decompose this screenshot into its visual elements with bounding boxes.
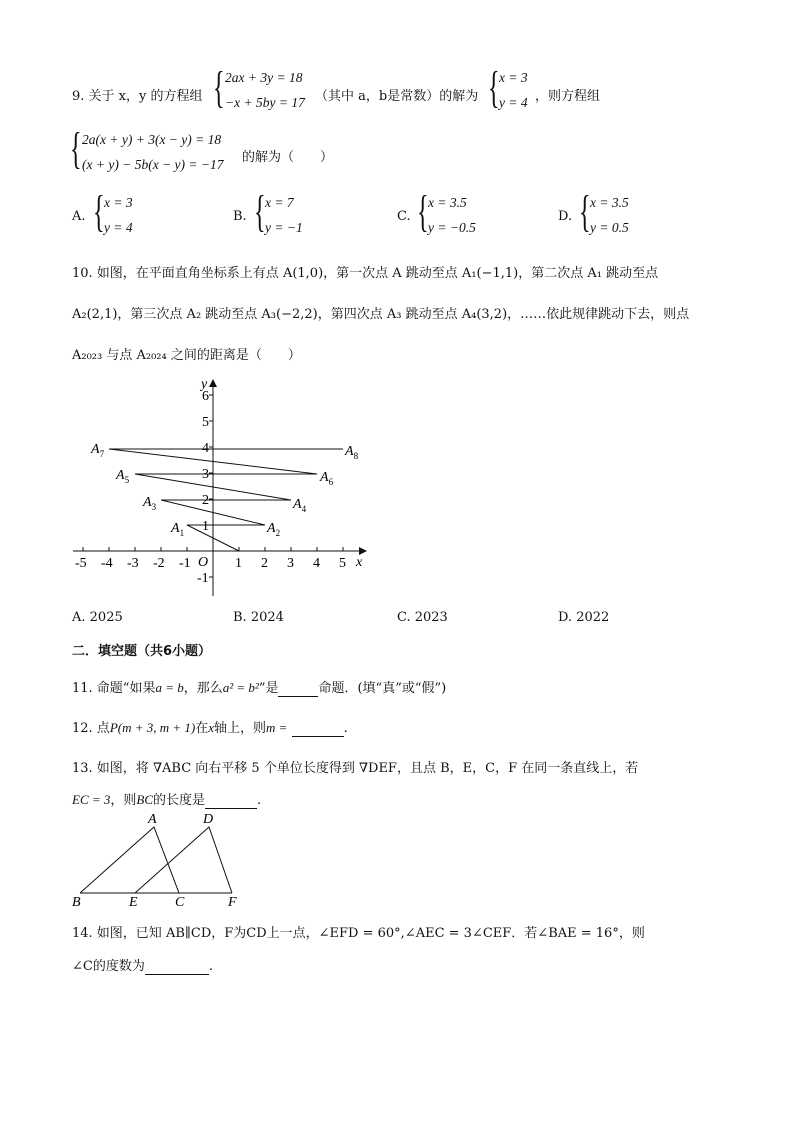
q9-option-a-label: A. [72,209,86,224]
label-a: A [148,812,157,827]
label-a7: $A_7$ [91,442,105,459]
q10-line3: A₂₀₂₃ 与点 A₂₀₂₄ 之间的距离是（ ） [72,348,301,363]
q9-option-c-label: C. [397,209,411,224]
q12-point: P(m + 3, m + 1) [109,720,196,735]
question-11 [72,677,446,697]
q13-bc: BC [136,792,154,807]
x-tick-label: 3 [287,556,294,571]
q9-tail: 的解为（ ） [242,150,334,165]
q9-option-b-label: B. [233,209,247,224]
q10-option-a: A. 2025 [72,610,123,625]
q11-answer-blank[interactable] [278,681,318,697]
label-a2: $A_2$ [267,521,281,538]
q9-sys1-line1: 2ax + 3y = 18 [225,70,303,85]
q13-line1: 13. 如图，将 ∇ABC 向右平移 5 个单位长度得到 ∇DEF，且点 B，E，C，F 在同一条直线上，若 [72,761,639,776]
brace-icon: { [213,63,225,112]
x-tick-label: -1 [179,556,191,571]
q11-text-b: ，那么 [183,681,223,696]
q13-line2 [72,789,261,809]
x-tick-labels [75,556,346,571]
label-a6: $A_6$ [320,470,334,487]
q9-sys2-line1: 2a(x + y) + 3(x − y) = 18 [82,132,222,147]
y-tick-label: 1 [202,519,209,534]
x-tick-label: 5 [339,556,346,571]
q9-suffix: ，则方程组 [535,89,601,104]
q9-sys1-line2: −x + 5by = 17 [225,95,305,110]
q11-concl: a² = b² [222,680,259,695]
x-tick-label: -4 [101,556,113,571]
q9-option-a-line2: y = 4 [104,220,133,235]
q12-text-a: 12. 点 [72,721,110,736]
q12-text-c: 轴上，则 [214,721,267,736]
label-a8: $A_8$ [345,444,359,461]
label-d: D [203,812,214,827]
q14-text: ∠C的度数为 [72,959,145,974]
q14-end: . [208,959,213,974]
q11-text-d: 命题．(填“真”或“假”) [318,681,447,696]
q11-text-a: 11. 命题“如果 [72,681,156,696]
label-e: E [129,895,138,908]
y-tick-label: 6 [202,389,209,404]
label-b: B [72,895,81,908]
q14-line1: 14. 如图，已知 AB∥CD，F为CD上一点，∠EFD = 60°,∠AEC = 3∠CEF．若∠BAE = 16°，则 [72,926,645,941]
question-12 [72,717,348,737]
q9-option-d-label: D. [558,209,573,224]
q9-sol-line2: y = 4 [499,95,528,110]
q13-ec: EC = 3 [72,792,111,807]
x-tick-label: 2 [261,556,268,571]
q9-option-b-line2: y = −1 [265,220,303,235]
q12-text-b: 在 [195,721,209,736]
brace-icon: { [254,187,266,236]
x-tick-label: 1 [235,556,242,571]
origin-label: O [198,555,209,570]
y-tick-label: 3 [202,467,209,482]
q12-var: m = [266,720,288,735]
brace-icon: { [93,187,105,236]
q10-option-b: B. 2024 [233,610,284,625]
q13-answer-blank[interactable] [205,793,257,809]
label-a1: $A_1$ [171,521,185,538]
q12-end: . [343,721,348,736]
q13-text-then: ，则 [110,793,137,808]
brace-icon: { [488,63,500,112]
q10-line2: A₂(2,1)，第三次点 A₂ 跳动至点 A₃(−2,2)，第四次点 A₃ 跳动至点 A₄(3,2)，……依此规律跳动下去，则点 [72,307,690,322]
q9-option-a-line1: x = 3 [104,195,133,210]
q9-option-b-line1: x = 7 [265,195,294,210]
x-axis-label: x [356,555,363,570]
brace-icon: { [579,187,591,236]
q10-coordinate-graph [60,370,380,600]
q13-triangle-figure [65,808,245,908]
brace-icon: { [417,187,429,236]
q13-end: . [257,793,262,808]
label-f: F [228,895,237,908]
q9-mid: （其中 a，b是常数）的解为 [315,89,479,104]
label-c: C [175,895,185,908]
y-tick-label: 4 [202,441,209,456]
section-heading: 二．填空题（共6小题） [72,644,212,659]
label-a5: $A_5$ [116,468,130,485]
q9-sys2-line2: (x + y) − 5b(x − y) = −17 [82,157,224,172]
x-tick-label: -2 [153,556,165,571]
q9-option-d-line2: y = 0.5 [590,220,629,235]
q14-answer-blank[interactable] [145,959,209,975]
x-tick-label: -5 [75,556,87,571]
triangle-def [135,827,232,893]
q11-cond: a = b [155,680,184,695]
x-tick-label: 4 [313,556,320,571]
q9-option-c-line2: y = −0.5 [428,220,476,235]
triangle-abc [80,827,179,893]
q9-prefix: 9. 关于 x，y 的方程组 [72,89,203,104]
y-axis-label: y [201,377,208,392]
q13-text-length: 的长度是 [153,793,206,808]
q11-text-c: ”是 [258,681,279,696]
q9-option-d-line1: x = 3.5 [590,195,629,210]
q10-option-c: C. 2023 [397,610,448,625]
label-a3: $A_3$ [143,495,157,512]
y-tick-label: 2 [202,493,209,508]
q10-line1: 10. 如图，在平面直角坐标系上有点 A(1,0)，第一次点 A 跳动至点 A₁(−1,1)，第二次点 A₁ 跳动至点 [72,266,659,281]
x-tick-label: -3 [127,556,139,571]
q10-option-d: D. 2022 [558,610,610,625]
brace-icon: { [70,124,82,173]
y-tick-label: -1 [197,571,209,586]
q14-line2 [72,955,213,975]
label-a4: $A_4$ [293,497,307,514]
q9-sol-line1: x = 3 [499,70,528,85]
y-tick-label: 5 [202,415,209,430]
q9-option-c-line1: x = 3.5 [428,195,467,210]
q12-answer-blank[interactable] [292,721,344,737]
q12-axis: x [208,720,215,735]
